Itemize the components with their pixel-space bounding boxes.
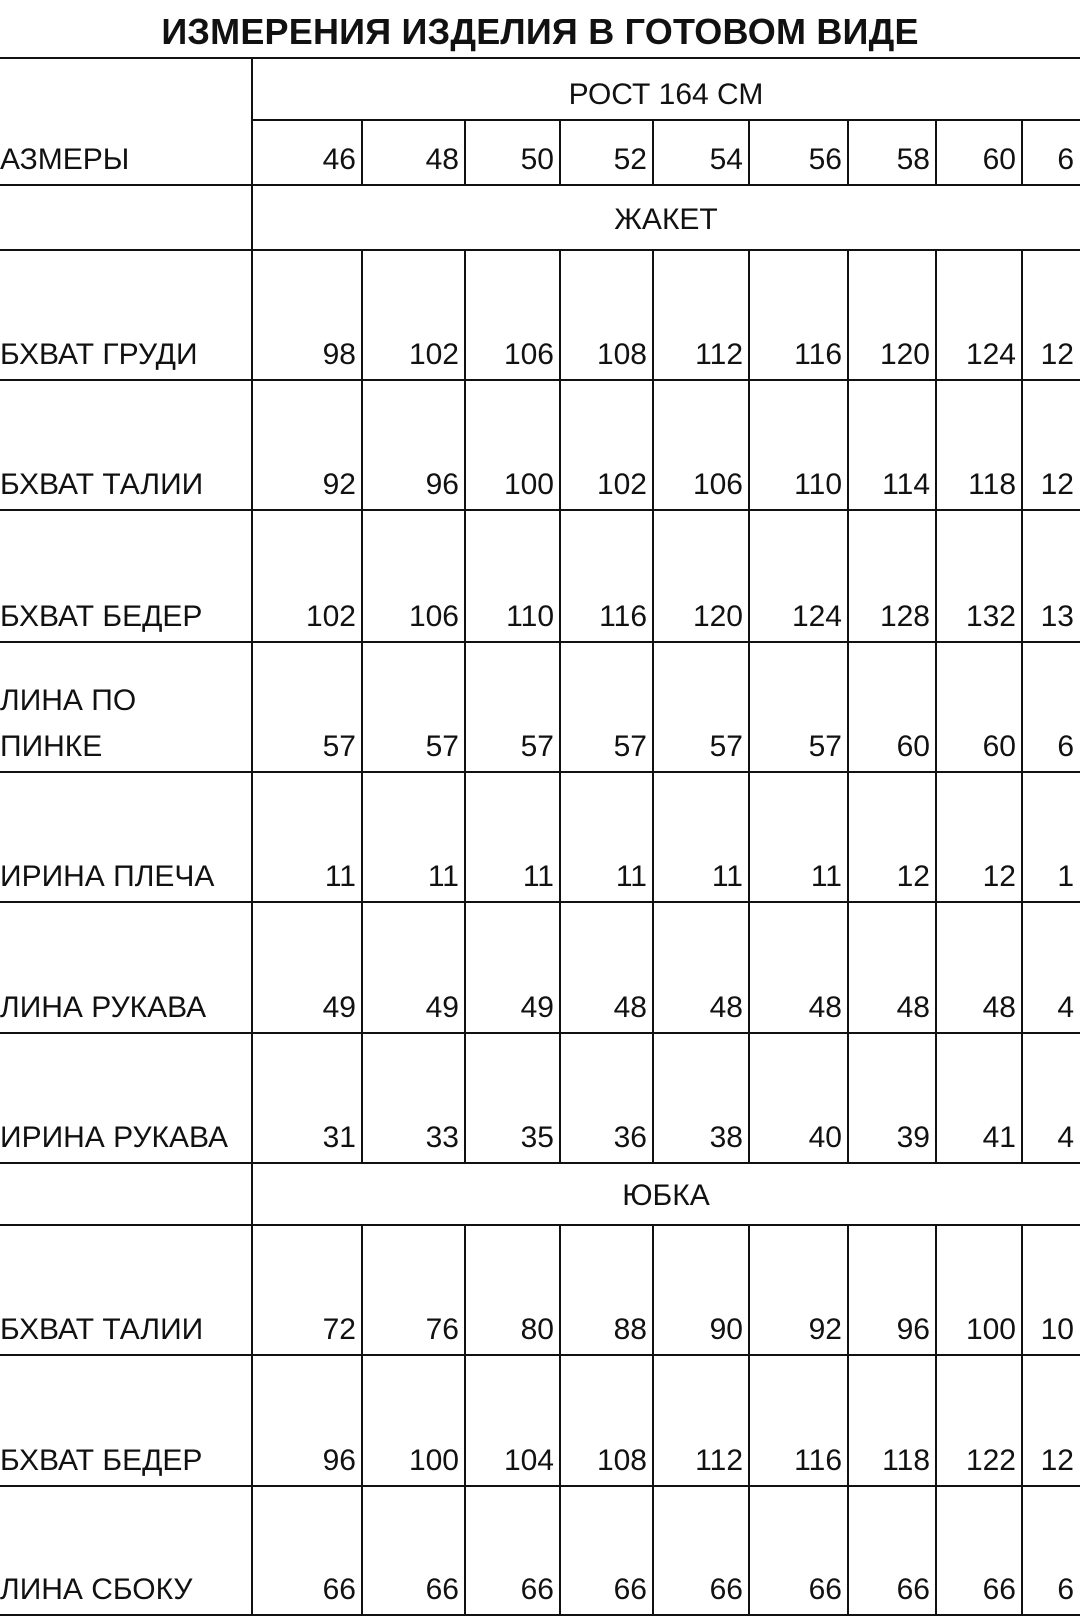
label-column-divider bbox=[251, 58, 253, 1615]
size-value: 46 bbox=[322, 143, 356, 176]
section-header: ЮБКА bbox=[622, 1179, 710, 1212]
value-column-divider bbox=[559, 1033, 561, 1163]
measurement-value: 40 bbox=[808, 1121, 842, 1154]
measurement-value: 49 bbox=[425, 991, 459, 1024]
value-column-divider bbox=[748, 772, 750, 902]
height-header-underline bbox=[252, 119, 1080, 121]
row-divider bbox=[0, 1162, 1080, 1164]
value-column-divider bbox=[847, 250, 849, 380]
value-column-divider bbox=[847, 510, 849, 642]
value-column-divider bbox=[748, 1486, 750, 1615]
value-column-divider bbox=[847, 1355, 849, 1486]
sizes-label: АЗМЕРЫ bbox=[0, 143, 130, 176]
measurement-value: 100 bbox=[503, 468, 554, 501]
measurement-value: 57 bbox=[613, 730, 647, 763]
value-column-divider bbox=[935, 902, 937, 1033]
value-column-divider bbox=[464, 772, 466, 902]
value-column-divider bbox=[361, 1033, 363, 1163]
value-column-divider bbox=[748, 250, 750, 380]
row-label: ЛИНА ПО bbox=[0, 684, 137, 717]
value-column-divider bbox=[748, 380, 750, 510]
row-label: ЛИНА РУКАВА bbox=[0, 991, 207, 1024]
measurement-value: 80 bbox=[520, 1313, 554, 1346]
measurement-value: 100 bbox=[408, 1444, 459, 1477]
size-column-divider bbox=[748, 120, 750, 185]
value-column-divider bbox=[847, 902, 849, 1033]
value-column-divider bbox=[361, 1225, 363, 1355]
measurement-value: 66 bbox=[425, 1573, 459, 1606]
size-value: 48 bbox=[425, 143, 459, 176]
measurement-value: 90 bbox=[709, 1313, 743, 1346]
value-column-divider bbox=[652, 902, 654, 1033]
value-column-divider bbox=[559, 380, 561, 510]
measurement-value: 66 bbox=[896, 1573, 930, 1606]
measurement-value: 31 bbox=[322, 1121, 356, 1154]
value-column-divider bbox=[559, 510, 561, 642]
measurement-value: 66 bbox=[613, 1573, 647, 1606]
value-column-divider bbox=[935, 1355, 937, 1486]
value-column-divider bbox=[935, 510, 937, 642]
value-column-divider bbox=[748, 1033, 750, 1163]
row-divider bbox=[0, 379, 1080, 381]
height-header: РОСТ 164 СМ bbox=[568, 78, 764, 111]
value-column-divider bbox=[464, 902, 466, 1033]
row-label: БХВАТ ГРУДИ bbox=[0, 338, 198, 371]
value-column-divider bbox=[559, 902, 561, 1033]
row-divider bbox=[0, 1614, 1080, 1616]
measurement-value: 11 bbox=[324, 860, 356, 893]
measurement-value: 39 bbox=[896, 1121, 930, 1154]
value-column-divider bbox=[1021, 1033, 1023, 1163]
row-divider bbox=[0, 641, 1080, 643]
value-column-divider bbox=[748, 510, 750, 642]
value-column-divider bbox=[1021, 772, 1023, 902]
value-column-divider bbox=[847, 1225, 849, 1355]
value-column-divider bbox=[361, 1355, 363, 1486]
row-divider bbox=[0, 901, 1080, 903]
title-underline bbox=[0, 57, 1080, 59]
measurement-value: 110 bbox=[794, 468, 842, 501]
size-column-divider bbox=[935, 120, 937, 185]
size-column-divider bbox=[464, 120, 466, 185]
size-value: 56 bbox=[808, 143, 842, 176]
measurement-value: 11 bbox=[810, 860, 842, 893]
measurement-value: 96 bbox=[896, 1313, 930, 1346]
measurement-value: 60 bbox=[896, 730, 930, 763]
measurement-value: 12 bbox=[1040, 1444, 1074, 1477]
section-header-underline bbox=[0, 1224, 1080, 1226]
row-divider bbox=[0, 1485, 1080, 1487]
measurement-value: 11 bbox=[522, 860, 554, 893]
size-column-divider bbox=[1021, 120, 1023, 185]
measurement-value: 60 bbox=[982, 730, 1016, 763]
value-column-divider bbox=[935, 772, 937, 902]
measurement-value: 100 bbox=[965, 1313, 1016, 1346]
measurement-value: 106 bbox=[692, 468, 743, 501]
measurement-value: 116 bbox=[794, 1444, 842, 1477]
row-label: БХВАТ БЕДЕР bbox=[0, 600, 203, 633]
row-divider bbox=[0, 509, 1080, 511]
measurement-value: 108 bbox=[596, 1444, 647, 1477]
measurement-value: 124 bbox=[965, 338, 1016, 371]
size-value: 58 bbox=[896, 143, 930, 176]
measurement-value: 4 bbox=[1057, 991, 1074, 1024]
measurement-value: 12 bbox=[1040, 468, 1074, 501]
measurement-value: 102 bbox=[408, 338, 459, 371]
measurement-value: 102 bbox=[596, 468, 647, 501]
size-column-divider bbox=[559, 120, 561, 185]
value-column-divider bbox=[464, 380, 466, 510]
measurement-value: 41 bbox=[982, 1121, 1016, 1154]
measurement-value: 48 bbox=[709, 991, 743, 1024]
measurement-value: 1 bbox=[1057, 860, 1074, 893]
measurement-value: 128 bbox=[879, 600, 930, 633]
measurement-value: 36 bbox=[613, 1121, 647, 1154]
value-column-divider bbox=[361, 772, 363, 902]
section-header: ЖАКЕТ bbox=[614, 202, 718, 236]
measurement-value: 120 bbox=[692, 600, 743, 633]
measurement-value: 102 bbox=[305, 600, 356, 633]
value-column-divider bbox=[559, 642, 561, 772]
value-column-divider bbox=[652, 1225, 654, 1355]
measurement-value: 57 bbox=[709, 730, 743, 763]
measurement-value: 88 bbox=[613, 1313, 647, 1346]
sizes-row-underline bbox=[0, 184, 1080, 186]
measurement-value: 116 bbox=[794, 338, 842, 371]
measurement-value: 49 bbox=[520, 991, 554, 1024]
measurement-value: 66 bbox=[322, 1573, 356, 1606]
row-label: БХВАТ ТАЛИИ bbox=[0, 468, 204, 501]
value-column-divider bbox=[935, 1486, 937, 1615]
value-column-divider bbox=[464, 510, 466, 642]
value-column-divider bbox=[559, 1225, 561, 1355]
value-column-divider bbox=[559, 772, 561, 902]
measurement-value: 11 bbox=[711, 860, 743, 893]
measurement-value: 57 bbox=[425, 730, 459, 763]
value-column-divider bbox=[652, 642, 654, 772]
measurement-value: 48 bbox=[808, 991, 842, 1024]
measurement-value: 106 bbox=[503, 338, 554, 371]
measurement-value: 57 bbox=[322, 730, 356, 763]
value-column-divider bbox=[361, 380, 363, 510]
measurement-value: 57 bbox=[520, 730, 554, 763]
measurement-value: 118 bbox=[882, 1444, 930, 1477]
value-column-divider bbox=[464, 250, 466, 380]
measurement-value: 76 bbox=[425, 1313, 459, 1346]
measurement-value: 12 bbox=[896, 860, 930, 893]
value-column-divider bbox=[748, 642, 750, 772]
value-column-divider bbox=[652, 1355, 654, 1486]
value-column-divider bbox=[652, 1486, 654, 1615]
value-column-divider bbox=[1021, 1486, 1023, 1615]
value-column-divider bbox=[652, 380, 654, 510]
measurement-value: 122 bbox=[965, 1444, 1016, 1477]
measurement-value: 96 bbox=[322, 1444, 356, 1477]
size-value: 60 bbox=[982, 143, 1016, 176]
size-value: 50 bbox=[520, 143, 554, 176]
value-column-divider bbox=[847, 380, 849, 510]
measurement-value: 48 bbox=[613, 991, 647, 1024]
measurement-value: 92 bbox=[808, 1313, 842, 1346]
value-column-divider bbox=[361, 642, 363, 772]
measurement-value: 124 bbox=[791, 600, 842, 633]
value-column-divider bbox=[1021, 510, 1023, 642]
row-label: ИРИНА ПЛЕЧА bbox=[0, 860, 215, 893]
measurement-value: 96 bbox=[425, 468, 459, 501]
value-column-divider bbox=[464, 1033, 466, 1163]
value-column-divider bbox=[652, 250, 654, 380]
value-column-divider bbox=[464, 1486, 466, 1615]
value-column-divider bbox=[464, 642, 466, 772]
value-column-divider bbox=[935, 1225, 937, 1355]
value-column-divider bbox=[1021, 902, 1023, 1033]
value-column-divider bbox=[464, 1355, 466, 1486]
value-column-divider bbox=[748, 902, 750, 1033]
size-value: 54 bbox=[709, 143, 743, 176]
measurement-value: 35 bbox=[520, 1121, 554, 1154]
value-column-divider bbox=[361, 1486, 363, 1615]
measurement-value: 114 bbox=[882, 468, 930, 501]
value-column-divider bbox=[1021, 1225, 1023, 1355]
row-divider bbox=[0, 1032, 1080, 1034]
measurement-value: 4 bbox=[1057, 1121, 1074, 1154]
value-column-divider bbox=[559, 1355, 561, 1486]
value-column-divider bbox=[464, 1225, 466, 1355]
measurement-value: 72 bbox=[322, 1313, 356, 1346]
table-title: ИЗМЕРЕНИЯ ИЗДЕЛИЯ В ГОТОВОМ ВИДЕ bbox=[161, 11, 919, 52]
size-column-divider bbox=[652, 120, 654, 185]
measurement-value: 6 bbox=[1057, 1573, 1074, 1606]
measurement-value: 49 bbox=[322, 991, 356, 1024]
value-column-divider bbox=[1021, 380, 1023, 510]
value-column-divider bbox=[361, 250, 363, 380]
measurement-value: 66 bbox=[709, 1573, 743, 1606]
value-column-divider bbox=[652, 1033, 654, 1163]
measurement-value: 104 bbox=[503, 1444, 554, 1477]
measurement-value: 92 bbox=[322, 468, 356, 501]
measurement-value: 112 bbox=[695, 338, 743, 371]
measurement-value: 11 bbox=[615, 860, 647, 893]
measurement-value: 112 bbox=[695, 1444, 743, 1477]
measurement-value: 116 bbox=[599, 600, 647, 633]
measurement-value: 57 bbox=[808, 730, 842, 763]
measurement-value: 118 bbox=[968, 468, 1016, 501]
measurement-value: 66 bbox=[982, 1573, 1016, 1606]
value-column-divider bbox=[361, 902, 363, 1033]
value-column-divider bbox=[361, 510, 363, 642]
measurement-value: 106 bbox=[408, 600, 459, 633]
measurement-value: 33 bbox=[425, 1121, 459, 1154]
row-label: ПИНКЕ bbox=[0, 730, 103, 763]
measurement-value: 38 bbox=[709, 1121, 743, 1154]
value-column-divider bbox=[559, 1486, 561, 1615]
value-column-divider bbox=[1021, 1355, 1023, 1486]
value-column-divider bbox=[935, 250, 937, 380]
measurement-value: 11 bbox=[427, 860, 459, 893]
value-column-divider bbox=[1021, 250, 1023, 380]
row-label: ИРИНА РУКАВА bbox=[0, 1121, 229, 1154]
value-column-divider bbox=[652, 510, 654, 642]
size-column-divider bbox=[361, 120, 363, 185]
measurement-value: 66 bbox=[808, 1573, 842, 1606]
measurement-value: 132 bbox=[965, 600, 1016, 633]
measurement-value: 12 bbox=[982, 860, 1016, 893]
row-label: БХВАТ БЕДЕР bbox=[0, 1444, 203, 1477]
section-header-underline bbox=[0, 249, 1080, 251]
value-column-divider bbox=[935, 1033, 937, 1163]
value-column-divider bbox=[748, 1355, 750, 1486]
value-column-divider bbox=[847, 642, 849, 772]
value-column-divider bbox=[652, 772, 654, 902]
measurement-value: 48 bbox=[982, 991, 1016, 1024]
measurement-value: 66 bbox=[520, 1573, 554, 1606]
value-column-divider bbox=[847, 1486, 849, 1615]
measurement-value: 48 bbox=[896, 991, 930, 1024]
row-divider bbox=[0, 771, 1080, 773]
measurement-value: 110 bbox=[506, 600, 554, 633]
measurement-value: 6 bbox=[1057, 730, 1074, 763]
size-column-divider bbox=[847, 120, 849, 185]
value-column-divider bbox=[935, 380, 937, 510]
value-column-divider bbox=[559, 250, 561, 380]
measurement-value: 98 bbox=[322, 338, 356, 371]
value-column-divider bbox=[935, 642, 937, 772]
measurement-value: 10 bbox=[1040, 1313, 1074, 1346]
value-column-divider bbox=[1021, 642, 1023, 772]
row-divider bbox=[0, 1354, 1080, 1356]
value-column-divider bbox=[748, 1225, 750, 1355]
measurement-value: 13 bbox=[1040, 600, 1074, 633]
size-value: 6 bbox=[1057, 143, 1074, 176]
measurement-value: 120 bbox=[879, 338, 930, 371]
size-value: 52 bbox=[613, 143, 647, 176]
row-label: БХВАТ ТАЛИИ bbox=[0, 1313, 204, 1346]
measurement-value: 12 bbox=[1040, 338, 1074, 371]
row-label: ЛИНА СБОКУ bbox=[0, 1573, 193, 1606]
value-column-divider bbox=[847, 772, 849, 902]
measurement-value: 108 bbox=[596, 338, 647, 371]
value-column-divider bbox=[847, 1033, 849, 1163]
